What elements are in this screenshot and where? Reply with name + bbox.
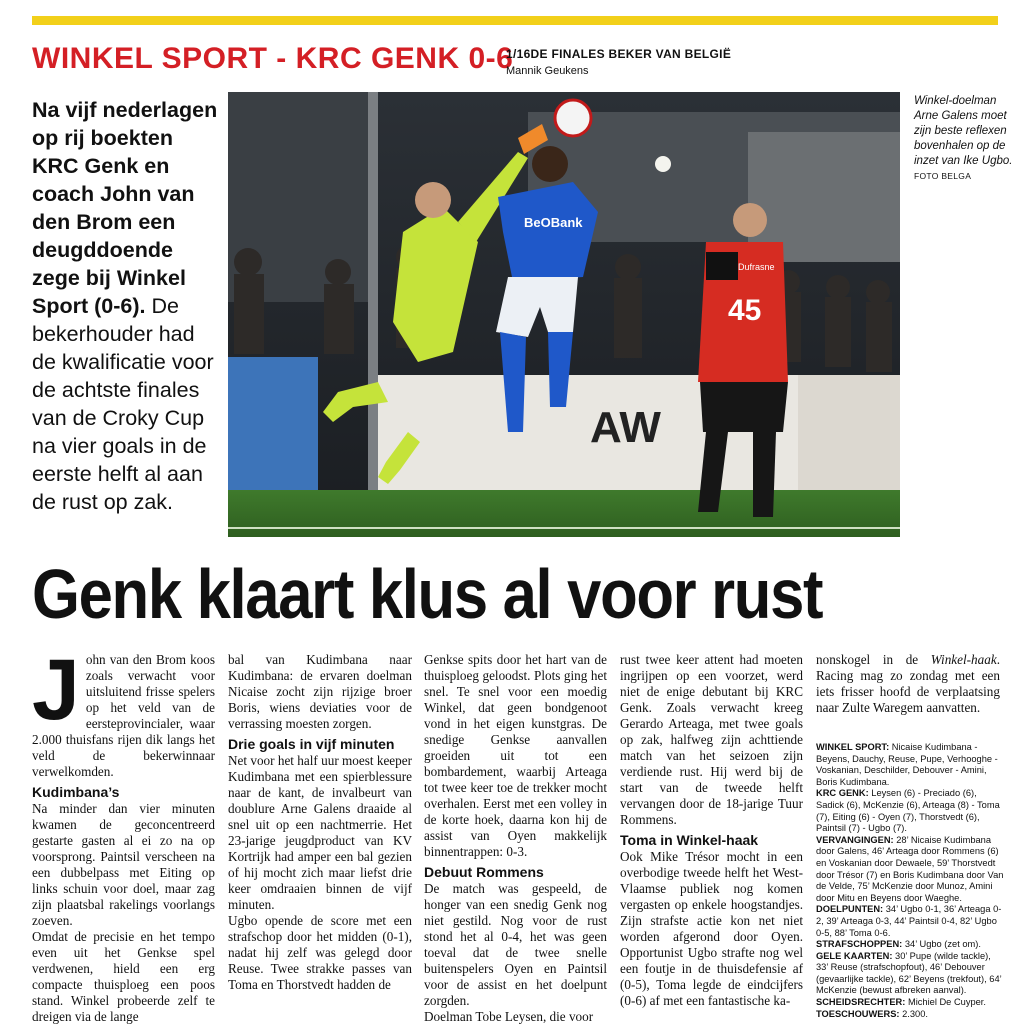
author-byline: Mannik Geukens [506,65,589,77]
facts-label: SCHEIDSRECHTER: [816,997,906,1008]
photo-credit: FOTO BELGA [914,171,972,181]
facts-label: WINKEL SPORT: [816,742,890,752]
facts-genk-lineup [816,788,1004,834]
facts-value: 30’ Pupe (wilde tackle), 33’ Reuse (strafschopfout), 46’ Debouver (gevaarlijke tackle), 62’ Beyens (trekfout), 64’ McKenzie (bewust afbreken aanval). [816,950,1002,996]
intro-lead [32,96,220,516]
paragraph-1: ohn van den Brom koos zoals verwacht voor uitsluitend frisse spelers op het veld van de eersteprovincialer, waar 2.000 thuisfans rijen dik langs het veld de bekerwinnaar verwelkomden. [32,652,215,779]
facts-label: GELE KAARTEN: [816,950,893,961]
paragraph-12-end: . Racing mag zo zondag met een iets frisser hoofd de verplaatsing naar Zulte Waregem aanvatten. [816,652,1000,715]
article-headline: Genk klaart klus al voor rust [32,555,823,633]
jersey-number: 45 [728,294,762,327]
article-column-3 [424,652,607,1024]
paragraph-12-emphasis: Winkel-haak [930,652,997,667]
intro-lead-rest: De bekerhouder had de kwalificatie voor de achtste finales van de Croky Cup na vier goals in de eerste helft al aan de rust op zak. [32,294,214,514]
article-column-4 [620,652,803,1008]
paragraph-3: Omdat de precisie en het tempo even uit het Genkse spel verdwenen, hield een erg compacte thuisploeg een poos stand. Winkel probeerde zelf te dreigen via de lange [32,929,215,1024]
paragraph-4: bal van Kudimbana naar Kudimbana: de ervaren doelman Nicaise zocht zijn rijzige broer Boris, wiens deviaties voor de verrassing moesten zorgen. [228,652,412,731]
facts-goals [816,904,1004,939]
sponsor-text: BeOBank [524,215,583,230]
facts-value: 28’ Nicaise Kudimbana door Galens, 46’ Arteaga door Rommens (6) en Voskanian door Dewaele, 59’ Thorstvedt door Trésor (7) en Boris Kudimbana door Van de Velde, 75’ McKenzie door Munoz, Amini door Mitu en Beyens door Waeghe. [816,834,1004,903]
photo-caption [914,94,1014,184]
subhead-kudimbana: Kudimbana’s [32,784,120,800]
subhead-toma: Toma in Winkel-haak [620,832,759,848]
paragraph-12 [816,652,1000,716]
paragraph-12-start: nonskogel in de [816,652,931,667]
paragraph-6: Ugbo opende de score met een strafschop door het midden (0-1), nadat hij zelf was gelegd door Reuse. Twee strakke passes van Toma en Thorstvedt hadden de [228,913,412,992]
article-column-5 [816,652,1000,732]
match-photo [228,92,900,537]
facts-label: STRAFSCHOPPEN: [816,939,903,950]
paragraph-7: Genkse spits door het hart van de thuisploeg geloodst. Plots ging het snel. Te snel voor een moedig Winkel, dat geen bondgenoot vond in het eigen kunstgras. De snedige Genkse aanvallen groeiden uit tot een bombardement, waarbij Arteaga tot twee keer toe de trekker mocht overhalen. Eerst met een volley in de korte hoek, daarna kon hij de assist van Oyen makkelijk binnentrappen: 0-3. [424,652,607,859]
facts-value: 34’ Ugbo (zet om). [902,939,981,950]
paragraph-8: De match was gespeeld, de honger van een snedig Genk nog niet gestild. Nog voor de rust stond het al 0-4, het was geen toeval dat de twee snelle buitenspelers Oyen en Paintsil voor de assist en het doelpunt zorgden. [424,881,607,1008]
banner-text: AW [590,403,661,452]
facts-penalties [816,939,1004,951]
facts-value: Michiel De Cuyper. [905,997,986,1008]
paragraph-5: Net voor het half uur moest keeper Kudimbana met een spierblessure naar de kant, de invalbeurt van doublure Arne Galens draaide al snel uit op een nachtmerrie. Het 23-jarige jeugdproduct van KV Kortrijk had amper een bal gezien of hij mocht zich maar liefst drie keer omdraaien binnen de vijf minuten. [228,753,412,912]
facts-substitutions [816,835,1004,905]
facts-value: Nicaise Kudimbana - Beyens, Dauchy, Reuse, Pupe, Verhooghe - Voskanian, Deschilder, Debouver - Amini, Boris Kudimbana. [816,742,998,787]
drop-cap: J [32,642,80,738]
article-column-2 [228,652,412,992]
facts-label: DOELPUNTEN: [816,904,884,915]
paragraph-11: Ook Mike Trésor mocht in een overbodige tweede helft het West-Vlaamse publiek nog komen vergasten op enkele hoogstandjes. Zijn strafste actie kon net niet worden afgerond door Oyen. Opportunist Ugbo strafte nog wel een foutje in de thuisdefensie af (0-5), Toma legde de eindcijfers (0-6) af met een fantastische ka- [620,849,803,1008]
competition-round: 1/16DE FINALES BEKER VAN BELGIË [506,47,732,61]
facts-yellow-cards [816,951,1004,997]
match-kicker: WINKEL SPORT - KRC GENK 0-6 [32,42,514,75]
facts-label: KRC GENK: [816,788,869,799]
facts-winkel-lineup [816,742,1004,788]
facts-value: 2.300. [899,1008,928,1019]
paragraph-2: Na minder dan vier minuten kwamen de geconcentreerd gestarte gasten al ei zo na op voorsprong. Paintsil verscheen na een dubbelpass met Eiting op links schuin voor doel, maar zag zijn plaatsbal rakelings voorlangs zoeven. [32,801,215,928]
facts-value: Leysen (6) - Preciado (6), Sadick (6), McKenzie (6), Arteaga (8) - Toma (7), Eiting (6) - Oyen (7), Thorstvedt (6), Paintsil (7) - Ugbo (7). [816,788,1000,834]
photo-caption-text: Winkel-doelman Arne Galens moet zijn beste reflexen bovenhalen op de inzet van Ike Ugbo. [914,95,1013,167]
article-column-1 [32,642,215,1024]
intro-lead-bold: Na vijf nederlagen op rij boekten KRC Genk en coach John van den Brom een deugddoende zege bij Winkel Sport (0-6). [32,98,218,318]
paragraph-10: rust twee keer attent had moeten ingrijpen op een voorzet, werd niet de enige debutant bij KRC Genk. Zoals verwacht kreeg Gerardo Arteaga, met twee goals op zak, halfweg zijn achttiende match van het seizoen zijn verdiende rust. Hij werd bij de start van de tweede helft vervangen door de 18-jarige Tuur Rommens. [620,652,803,827]
red-shirt-sponsor: Dufrasne [738,262,775,272]
match-facts [816,742,1004,1020]
facts-label: TOESCHOUWERS: [816,1008,900,1019]
facts-label: VERVANGINGEN: [816,834,894,845]
facts-attendance [816,1009,1004,1021]
subhead-debuut: Debuut Rommens [424,864,544,880]
match-photo-illustration [228,92,900,537]
facts-value: 34’ Ugbo 0-1, 36’ Arteaga 0-2, 39’ Arteaga 0-3, 44’ Paintsil 0-4, 82’ Ugbo 0-5, 88’ Toma 0-6. [816,904,1002,938]
subhead-drie-goals: Drie goals in vijf minuten [228,736,395,752]
facts-referee [816,997,1004,1009]
paragraph-9: Doelman Tobe Leysen, die voor [424,1009,594,1024]
top-accent-bar [32,16,998,25]
